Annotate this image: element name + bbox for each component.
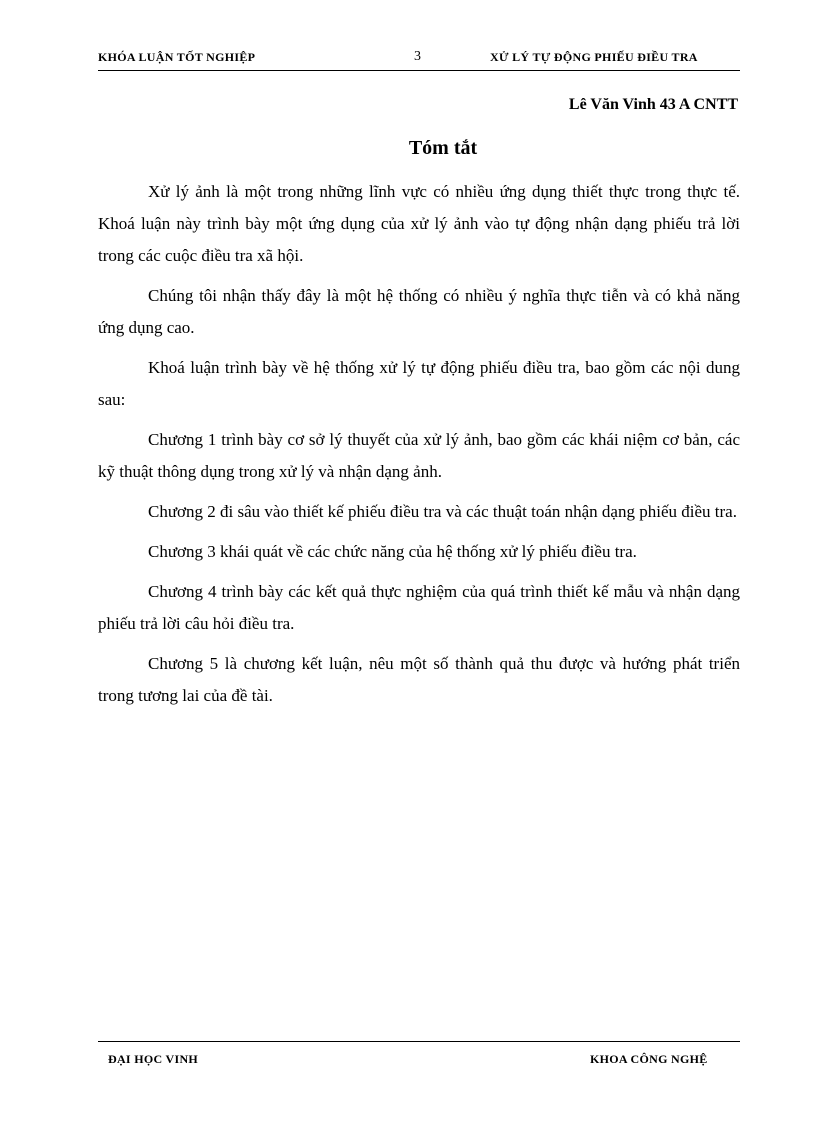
header-topic-label: XỬ LÝ TỰ ĐỘNG PHIẾU ĐIỀU TRA [490, 50, 698, 64]
page-number: 3 [414, 49, 422, 64]
paragraph: Xử lý ảnh là một trong những lĩnh vực có nhiều ứng dụng thiết thực trong thực tế. Khoá luận này trình bày một ứng dụng của xử lý ảnh vào tự động nhận dạng phiếu trả lời trong các cuộc điều tra xã hội. [98, 182, 740, 265]
paragraph: Chương 3 khái quát về các chức năng của hệ thống xử lý phiếu điều tra. [148, 542, 637, 561]
abstract-body [98, 176, 740, 720]
paragraph: Chương 1 trình bày cơ sở lý thuyết của xử lý ảnh, bao gồm các khái niệm cơ bản, các kỹ thuật thông dụng trong xử lý và nhận dạng ảnh. [98, 430, 740, 481]
header-thesis-label: KHÓA LUẬN TỐT NGHIỆP [98, 50, 256, 64]
page-footer [98, 1041, 740, 1072]
paragraph: Khoá luận trình bày về hệ thống xử lý tự động phiếu điều tra, bao gồm các nội dung sau: [98, 358, 740, 409]
author-line: Lê Văn Vinh 43 A CNTT [568, 96, 738, 113]
paragraph: Chương 5 là chương kết luận, nêu một số thành quả thu được và hướng phát triển trong tương lai của đề tài. [98, 654, 740, 705]
footer-faculty: KHOA CÔNG NGHỆ [590, 1052, 708, 1066]
page-header [98, 46, 740, 71]
paragraph: Chúng tôi nhận thấy đây là một hệ thống có nhiều ý nghĩa thực tiễn và có khả năng ứng dụng cao. [98, 286, 740, 337]
paragraph: Chương 2 đi sâu vào thiết kế phiếu điều tra và các thuật toán nhận dạng phiếu điều tra. [148, 502, 737, 521]
section-title: Tóm tắt [408, 137, 478, 159]
paragraph: Chương 4 trình bày các kết quả thực nghiệm của quá trình thiết kế mẫu và nhận dạng phiếu trả lời câu hỏi điều tra. [98, 582, 740, 633]
footer-university: ĐẠI HỌC VINH [108, 1052, 199, 1066]
